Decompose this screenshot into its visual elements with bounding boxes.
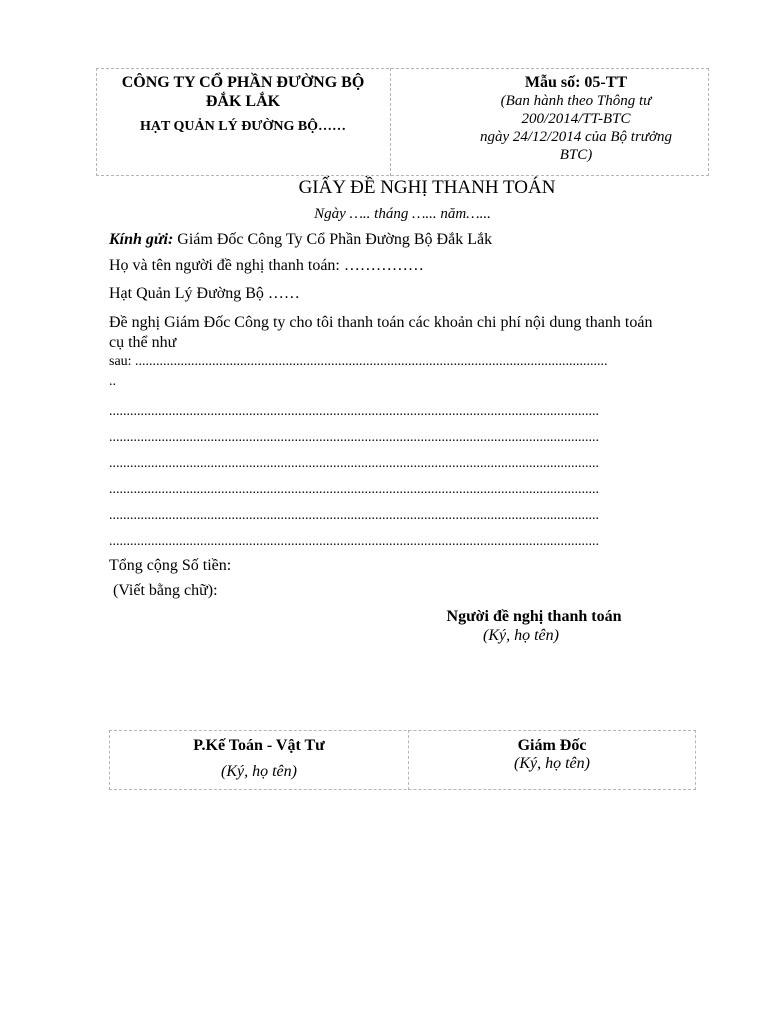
- unit-name: HẠT QUẢN LÝ ĐƯỜNG BỘ……: [139, 119, 347, 134]
- director-sign-title: Giám Đốc: [517, 737, 587, 754]
- form-note-line2: 200/2014/TT-BTC: [521, 111, 631, 127]
- header-divider: [390, 68, 391, 176]
- form-note-line4: BTC): [559, 147, 593, 163]
- dotted-line-5: ............................................................................................................................................: [109, 508, 599, 523]
- sau-line-cont: ..: [109, 374, 116, 389]
- unit-line: Hạt Quản Lý Đường Bộ ……: [109, 285, 300, 302]
- accounting-sign-note: (Ký, họ tên): [221, 763, 297, 780]
- company-name-line1: CÔNG TY CỔ PHẦN ĐƯỜNG BỘ: [121, 74, 365, 91]
- form-note-line1: (Ban hành theo Thông tư: [500, 93, 652, 109]
- recipient-label: Kính gửi:: [109, 231, 174, 248]
- requester-signature-note: (Ký, họ tên): [483, 627, 559, 644]
- requester-line: Họ và tên người đề nghị thanh toán: ……………: [109, 257, 424, 274]
- requester-signature-title: Người đề nghị thanh toán: [446, 608, 622, 625]
- document-title: GIẤY ĐỀ NGHỊ THANH TOÁN: [298, 177, 556, 198]
- request-line1: Đề nghị Giám Đốc Công ty cho tôi thanh toán các khoản chi phí nội dung thanh toán: [109, 314, 653, 331]
- dotted-line-1: ............................................................................................................................................: [109, 404, 599, 419]
- recipient-line: [109, 230, 709, 249]
- sau-line: sau: .......................................................................................................................................: [109, 354, 608, 369]
- dotted-line-2: ............................................................................................................................................: [109, 430, 599, 445]
- dotted-line-6: ............................................................................................................................................: [109, 534, 599, 549]
- recipient-value: Giám Đốc Công Ty Cổ Phần Đường Bộ Đắk Lắk: [173, 231, 493, 248]
- signature-table-divider: [408, 730, 409, 790]
- request-line2: cụ thể như: [109, 334, 177, 351]
- form-note-line3: ngày 24/12/2014 của Bộ trưởng: [479, 129, 672, 145]
- form-number: Mẫu số: 05-TT: [524, 74, 628, 91]
- company-name: [100, 73, 386, 111]
- director-sign-note: (Ký, họ tên): [514, 755, 590, 772]
- total-amount-label: Tổng cộng Số tiền:: [109, 557, 232, 574]
- form-info: [446, 73, 706, 164]
- company-name-line2: ĐẮK LẮK: [205, 93, 281, 110]
- amount-in-words-label: (Viết bằng chữ):: [109, 582, 218, 599]
- accounting-sign-title: P.Kế Toán - Vật Tư: [193, 737, 325, 754]
- dotted-line-3: ............................................................................................................................................: [109, 456, 599, 471]
- date-line: Ngày ….. tháng …... năm…...: [314, 206, 491, 222]
- dotted-line-4: ............................................................................................................................................: [109, 482, 599, 497]
